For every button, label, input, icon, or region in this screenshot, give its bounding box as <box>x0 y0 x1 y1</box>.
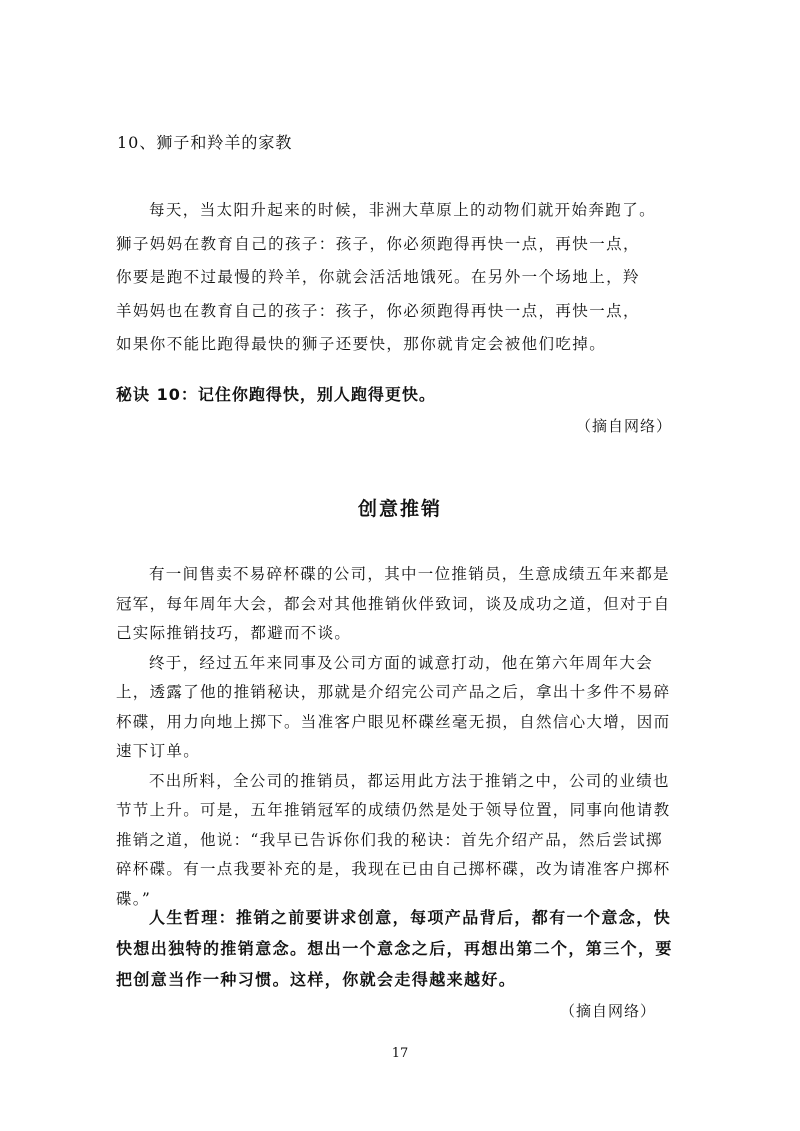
story-paragraph: 终于，经过五年来同事及公司方面的诚意打动，他在第六年周年大会上，透露了他的推销秘诀，那就是介绍完公司产品之后，拿出十多件不易碎杯碟，用力向地上掷下。当准客户眼见杯碟丝毫无损，自然信心大增，因而速下订单。 <box>116 653 671 760</box>
source-note: （摘自网络） <box>560 1002 657 1020</box>
section-heading: 10、狮子和羚羊的家教 <box>117 133 293 152</box>
page-number: 17 <box>391 1046 409 1061</box>
story-body <box>116 560 676 914</box>
lion-antelope-paragraph: 每天，当太阳升起来的时候，非洲大草原上的动物们就开始奔跑了。 狮子妈妈在教育自己的孩子：孩子，你必须跑得再快一点，再快一点，你要是跑不过最慢的羚羊，你就会活活地饿死。在另外一个场地上，羚羊妈妈也在教育自己的孩子：孩子，你必须跑得再快一点，再快一点，如果你不能比跑得最快的狮子还要快，那你就肯定会被他们吃掉。 <box>116 201 657 353</box>
life-philosophy: 人生哲理：推销之前要讲求创意，每项产品背后，都有一个意念，快快想出独特的推销意念。想出一个意念之后，再想出第二个，第三个，要把创意当作一种习惯。这样，你就会走得越来越好。 <box>116 908 673 989</box>
source-note: （摘自网络） <box>576 417 673 435</box>
story-paragraph: 有一间售卖不易碎杯碟的公司，其中一位推销员，生意成绩五年来都是冠军，每年周年大会，都会对其他推销伙伴致词，谈及成功之道，但对于自己实际推销技巧，都避而不谈。 <box>116 565 671 642</box>
article-title: 创意推销 <box>357 498 442 520</box>
secret-line: 秘诀 10：记住你跑得快，别人跑得更快。 <box>116 385 436 404</box>
story-paragraph: 不出所料，全公司的推销员，都运用此方法于推销之中，公司的业绩也节节上升。可是，五年推销冠军的成绩仍然是处于领导位置，同事向他请教推销之道，他说：“我早已告诉你们我的秘诀：首先介绍产品，然后尝试掷碎杯碟。有一点我要补充的是，我现在已由自己掷杯碟，改为请准客户掷杯碟。” <box>116 771 671 908</box>
